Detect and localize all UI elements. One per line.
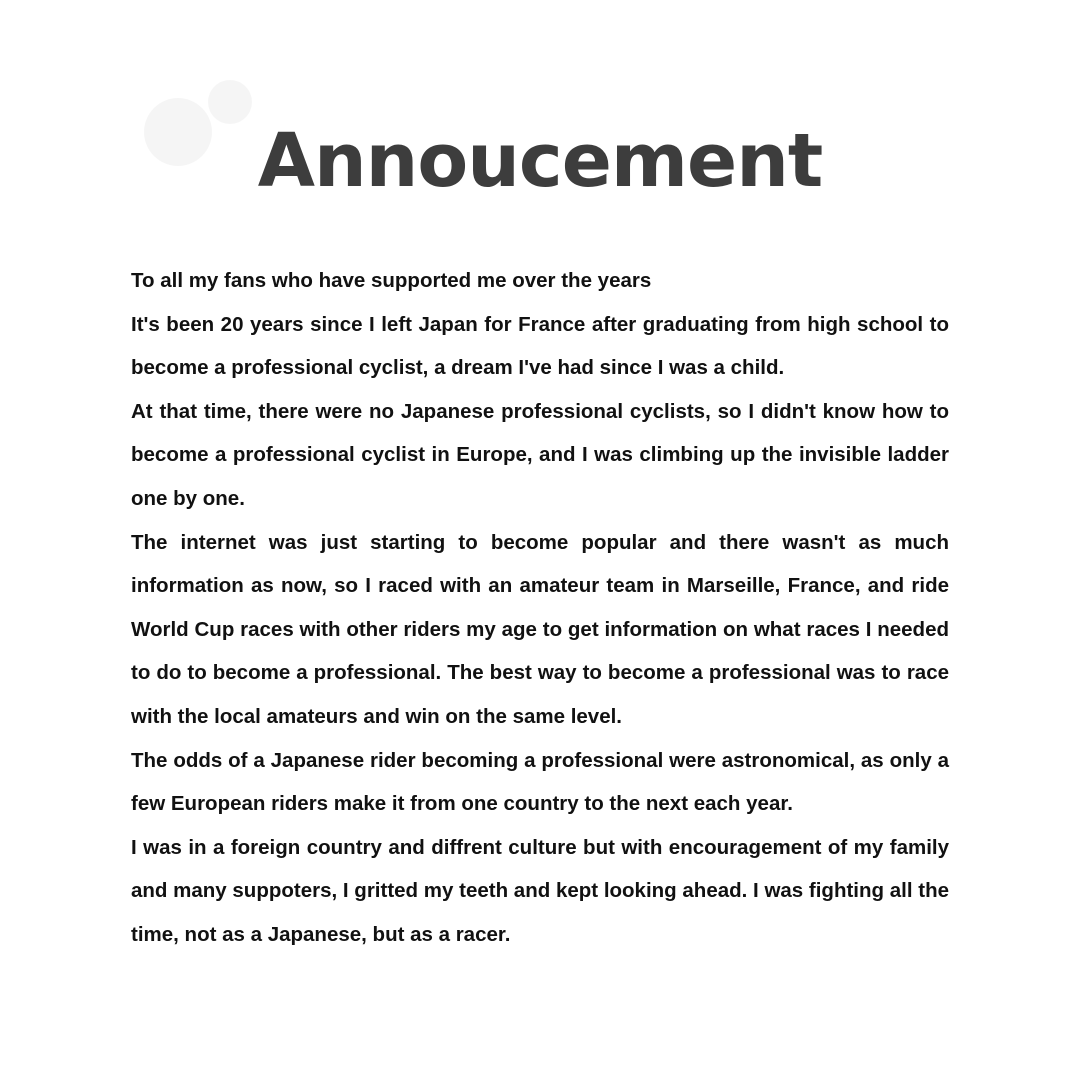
announcement-body bbox=[131, 259, 949, 957]
paragraph-greeting: To all my fans who have supported me over the years bbox=[131, 269, 652, 292]
paragraph: It's been 20 years since I left Japan for France after graduating from high school to become a professional cyclist, a dream I've had since I was a child. bbox=[131, 312, 949, 380]
paragraph: I was in a foreign country and diffrent culture but with encouragement of my family and many suppoters, I gritted my teeth and kept looking ahead. I was fighting all the time, not as a Japanese, but as a racer. bbox=[131, 835, 949, 946]
paragraph: The internet was just starting to become popular and there wasn't as much information as now, so I raced with an amateur team in Marseille, France, and ride World Cup races with other riders my age to get information on what races I needed to do to become a professional. The best way to become a professional was to race with the local amateurs and win on the same level. bbox=[131, 530, 949, 728]
page-title: Annoucement bbox=[257, 118, 823, 204]
paragraph: The odds of a Japanese rider becoming a professional were astronomical, as only a few European riders make it from one country to the next each year. bbox=[131, 748, 949, 816]
paragraph: At that time, there were no Japanese professional cyclists, so I didn't know how to become a professional cyclist in Europe, and I was climbing up the invisible ladder one by one. bbox=[131, 399, 949, 510]
